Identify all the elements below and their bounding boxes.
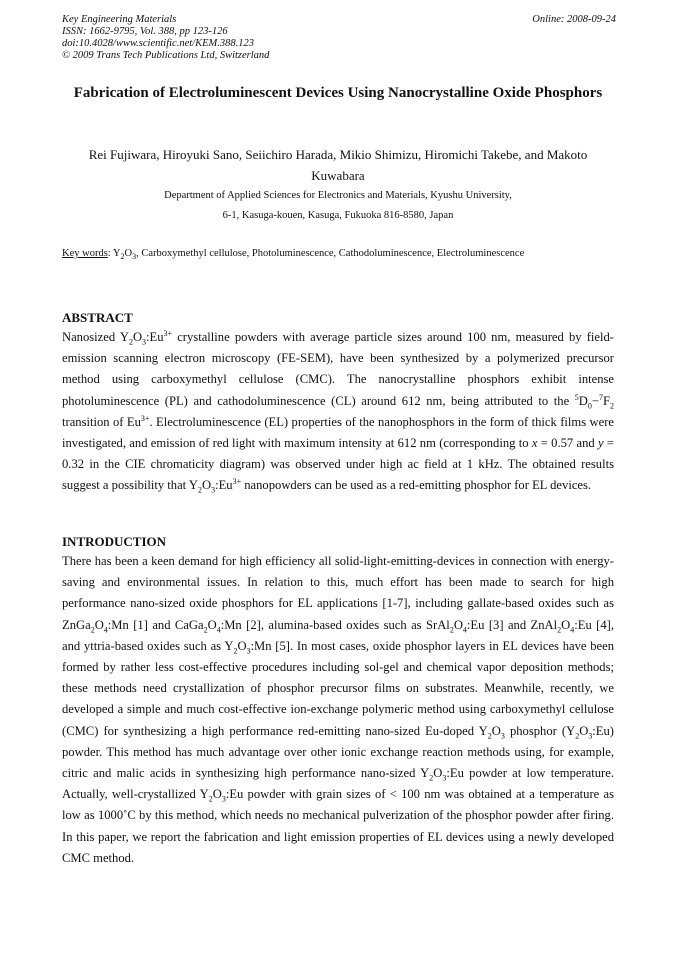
keywords-list: Carboxymethyl cellulose, Photoluminescence, Cathodoluminescence, Electroluminescence (141, 248, 525, 259)
keywords: Key words: $Y_2O_3$, Carboxymethyl cellulose, Photoluminescence, Cathodoluminescence, Electroluminescence (62, 248, 525, 262)
keywords-label: Key words (62, 248, 108, 259)
abstract-body: Nanosized $Y_2O_3:Eu^{3+}$ crystalline powders with average particle sizes around 100 nm, measured by field-emission scanning electron microscopy (FE-SEM), have been synthesized by a polymerized precursor method using carboxymethyl cellulose (CMC). The nanocrystalline phosphors exhibit intense photoluminescence (PL) and cathodoluminescence (CL) around 612 nm, being attributed to the $^5D_0-^7F_2$ transition of $Eu^{3+}$. Electroluminescence (EL) properties of the nanophosphors in the form of thick films were investigated, and emission of red light with maximum intensity at 612 nm (corresponding to x = 0.57 and y = 0.32 in the CIE chromaticity diagram) was observed under high ac field at 1 kHz. The obtained results suggest a possibility that $Y_2O_3:Eu^{3+}$ nanopowders can be used as a red-emitting phosphor for EL devices. (62, 328, 614, 495)
journal-name: Key Engineering Materials (62, 14, 177, 25)
paper-title: Fabrication of Electroluminescent Devices Using Nanocrystalline Oxide Phosphors (73, 85, 603, 101)
affiliation-line-2: 6-1, Kasuga-kouen, Kasuga, Fukuoka 816-8580, Japan (222, 210, 454, 221)
affiliation (62, 186, 614, 226)
keyword-y2o3: $Y_2O_3$ (112, 248, 137, 262)
introduction-body: There has been a keen demand for high efficiency all solid-light-emitting-devices in connection with energy-saving and environmental issues. In relation to this, much effort has been made to search for high performance nano-sized oxide phosphors for EL applications [1-7], including gallate-based oxides such as $ZnGa_2O_4:Mn$ [1] and $CaGa_2O_4:Mn$ [2], alumina-based oxides such as $SrAl_2O_4:Eu$ [3] and $ZnAl_2O_4:Eu$ [4], and yttria-based oxides such as $Y_2O_3:Mn$ [5]. In most cases, oxide phosphor layers in EL devices have been formed by rather less cost-effective procedures including sol-gel and chemical vapor deposition methods; these methods need crystallization of phosphor precursor films on substrates. Meanwhile, recently, we developed a simple and much cost-effective ion-exchange polymeric method using carboxymethyl cellulose (CMC) for synthesizing a high performance red-emitting nano-sized Eu-doped $Y_2O_3$ phosphor $(Y_2O_3:Eu)$ powder. This method has much advantage over other ionic exchange reaction methods using, for example, citric and malic acids in synthesizing high performance nano-sized $Y_2O_3:Eu$ powder at low temperature. Actually, well-crystallized $Y_2O_3:Eu$ powder with grain sizes of < 100 nm was obtained at a temperature as low as 1000˚C by this method, which needs no mechanical pulverization of the phosphor powder after firing. In this paper, we report the fabrication and light emission properties of EL devices using a newly developed CMC method. (62, 554, 614, 865)
introduction-section (62, 533, 614, 869)
issn-line: ISSN: 1662-9795, Vol. 388, pp 123-126 (62, 26, 228, 37)
abstract-heading: ABSTRACT (62, 310, 133, 325)
online-date-text: Online: 2008-09-24 (532, 14, 616, 25)
doi-line: doi:10.4028/www.scientific.net/KEM.388.123 (62, 38, 254, 49)
journal-header (62, 14, 269, 62)
abstract-section (62, 309, 614, 497)
affiliation-line-1: Department of Applied Sciences for Electronics and Materials, Kyushu University, (164, 190, 512, 201)
author-list: Rei Fujiwara, Hiroyuki Sano, Seiichiro Harada, Mikio Shimizu, Hiromichi Takebe, and Makoto Kuwabara (88, 147, 588, 183)
online-date (532, 14, 616, 26)
introduction-heading: INTRODUCTION (62, 534, 167, 549)
copyright-line: © 2009 Trans Tech Publications Ltd, Switzerland (62, 50, 270, 61)
